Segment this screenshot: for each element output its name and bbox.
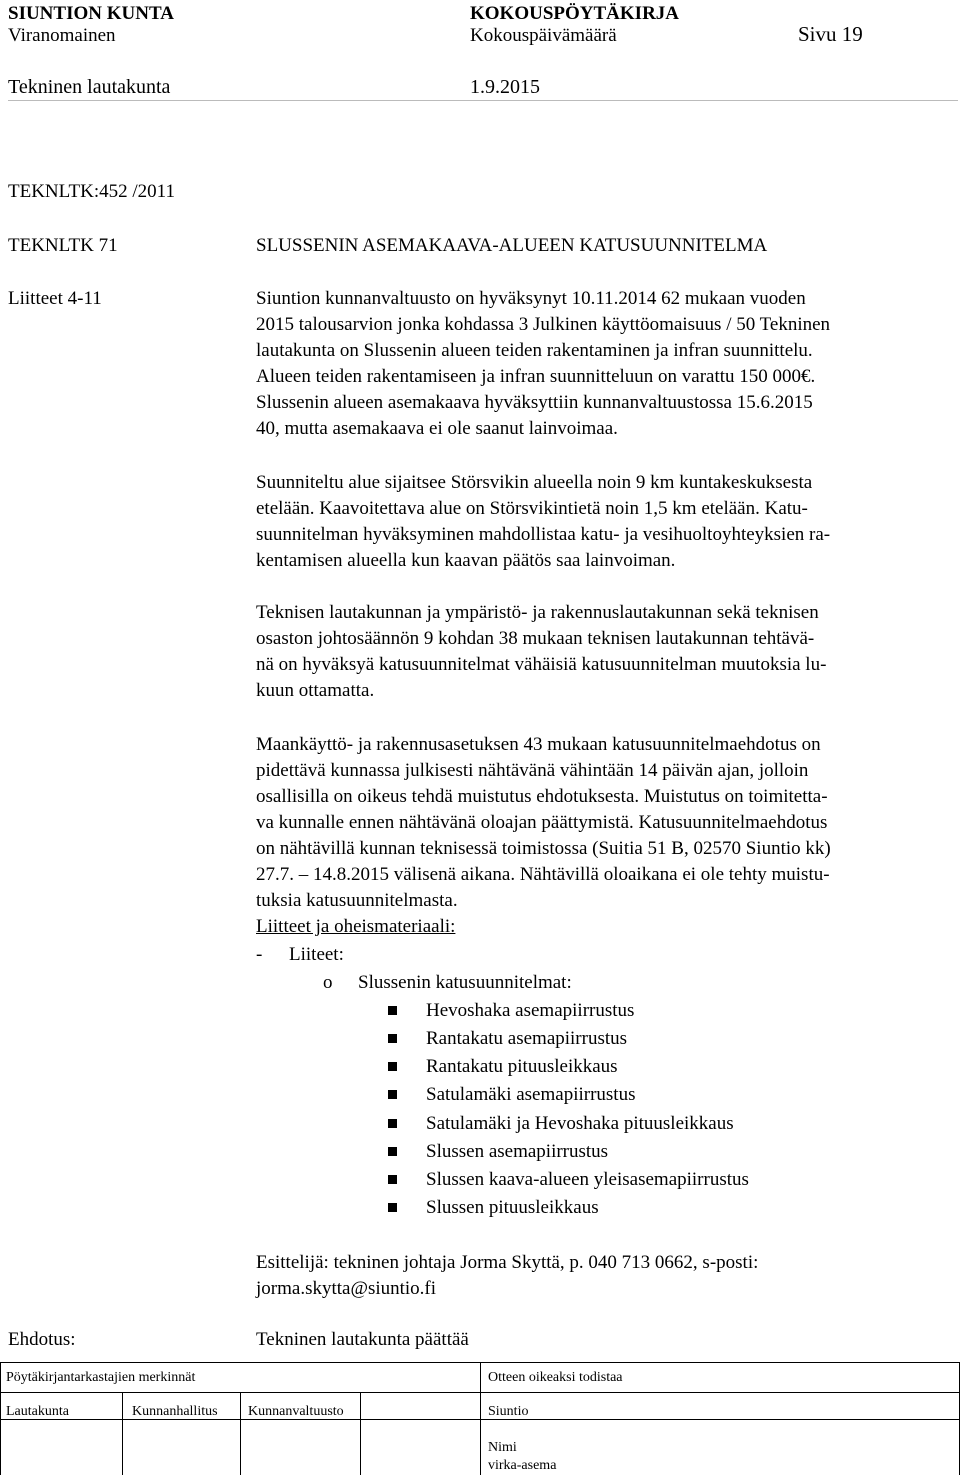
text-line: lautakunta on Slussenin alueen teiden rakentaminen ja infran suunnittelu.: [256, 340, 813, 361]
text-line: Teknisen lautakunnan ja ympäristö- ja rakennuslautakunnan sekä teknisen: [256, 602, 819, 623]
list-bullet-o: o: [323, 972, 333, 993]
footer-col-divider: [122, 1392, 123, 1475]
text-line: on nähtävillä kunnan teknisessä toimistossa (Suitia 51 B, 02570 Siuntio kk): [256, 838, 831, 859]
square-bullet-icon: [388, 1034, 397, 1043]
reference-number: TEKNLTK:452 /2011: [8, 181, 175, 202]
square-bullet-icon: [388, 1119, 397, 1128]
footer-border-left: [0, 1362, 1, 1475]
text-line: 2015 talousarvion jonka kohdassa 3 Julkinen käyttöomaisuus / 50 Tekninen: [256, 314, 831, 335]
item-title: SLUSSENIN ASEMAKAAVA-ALUEEN KATUSUUNNITELMA: [256, 235, 768, 256]
org-name: SIUNTION KUNTA: [8, 3, 174, 24]
proposal-text: Tekninen lautakunta päättää: [256, 1329, 469, 1350]
text-line: va kunnalle ennen nähtävänä oloajan päättymistä. Katusuunnitelmaehdotus: [256, 812, 828, 833]
square-bullet-icon: [388, 1147, 397, 1156]
text-line: osaston johtosäännön 9 kohdan 38 mukaan teknisen lautakunnan tehtävä-: [256, 628, 815, 649]
text-line: nä on hyväksyä katusuunnitelmat vähäisiä katusuunnitelman muutoksia lu-: [256, 654, 827, 675]
text-line: pidettävä kunnassa julkisesti nähtävänä vähintään 14 päivän ajan, jolloin: [256, 760, 809, 781]
proposal-label: Ehdotus:: [8, 1329, 76, 1350]
meeting-date: 1.9.2015: [470, 76, 540, 98]
text-line: Alueen teiden rakentamiseen ja infran suunnitteluun on varattu 150 000€.: [256, 366, 816, 387]
paragraph-authority: [256, 600, 956, 704]
footer-col-divider: [360, 1392, 361, 1475]
attachments-heading: Liitteet ja oheismateriaali:: [256, 916, 456, 937]
list-dash: -: [256, 944, 263, 965]
attachments-ref: Liitteet 4-11: [8, 288, 102, 309]
page-number: Sivu 19: [798, 22, 863, 46]
plans-label: Slussenin katusuunnitelmat:: [358, 972, 572, 993]
footer-col-kunnanvaltuusto: Kunnanvaltuusto: [248, 1404, 344, 1419]
square-bullet-icon: [388, 1090, 397, 1099]
doc-type: KOKOUSPÖYTÄKIRJA: [470, 3, 680, 24]
attachments-label: Liiteet:: [289, 944, 344, 965]
text-line: Maankäyttö- ja rakennusasetuksen 43 mukaan katusuunnitelmaehdotus on: [256, 734, 821, 755]
footer-title-label: virka-asema: [488, 1458, 557, 1473]
text-line: Slussenin alueen asemakaava hyväksyttiin kunnanvaltuustossa 15.6.2015: [256, 392, 813, 413]
text-line: suunnitelman hyväksyminen mahdollistaa katu- ja vesihuoltoyhteyksien ra-: [256, 524, 831, 545]
section-number: TEKNLTK 71: [8, 235, 118, 256]
paragraph-budget: [256, 286, 956, 442]
text-line: tuksia katusuunnitelmasta.: [256, 890, 458, 911]
text-line: 40, mutta asemakaava ei ole saanut lainvoimaa.: [256, 418, 618, 439]
certified-label: Otteen oikeaksi todistaa: [488, 1370, 623, 1385]
text-line: Suunniteltu alue sijaitsee Störsvikin alueella noin 9 km kuntakeskuksesta: [256, 472, 813, 493]
footer-col-divider: [240, 1392, 241, 1475]
paragraph-location: [256, 470, 956, 574]
text-line: kuun ottamatta.: [256, 680, 375, 701]
footer-divider: [480, 1362, 481, 1475]
reviewers-label: Pöytäkirjantarkastajien merkinnät: [6, 1370, 196, 1385]
footer-col-kunnanhallitus: Kunnanhallitus: [132, 1404, 218, 1419]
text-line: kentamisen alueella kun kaavan päätös saa lainvoiman.: [256, 550, 676, 571]
authority-label: Viranomainen: [8, 25, 116, 46]
square-bullet-icon: [388, 1006, 397, 1015]
date-label: Kokouspäivämäärä: [470, 25, 617, 46]
footer-col-lautakunta: Lautakunta: [6, 1404, 69, 1419]
text-line: osallisilla on oikeus tehdä muistutus ehdotuksesta. Muistutus on toimitetta-: [256, 786, 828, 807]
text-line: Siuntion kunnanvaltuusto on hyväksynyt 10.11.2014 62 mukaan vuoden: [256, 288, 806, 309]
presenter-line: Esittelijä: tekninen johtaja Jorma Skyttä, p. 040 713 0662, s-posti:: [256, 1252, 759, 1273]
header-divider: [8, 100, 958, 101]
committee-name: Tekninen lautakunta: [8, 76, 171, 98]
paragraph-public-display: [256, 732, 956, 914]
square-bullet-icon: [388, 1175, 397, 1184]
footer-name-label: Nimi: [488, 1440, 517, 1455]
presenter-email: jorma.skytta@siuntio.fi: [256, 1278, 437, 1299]
footer-place: Siuntio: [488, 1404, 529, 1419]
square-bullet-icon: [388, 1062, 397, 1071]
text-line: etelään. Kaavoitettava alue on Störsvikintietä noin 1,5 km etelään. Katu-: [256, 498, 808, 519]
text-line: 27.7. – 14.8.2015 välisenä aikana. Nähtävillä oloaikana ei ole tehty muistu-: [256, 864, 830, 885]
square-bullet-icon: [388, 1203, 397, 1212]
